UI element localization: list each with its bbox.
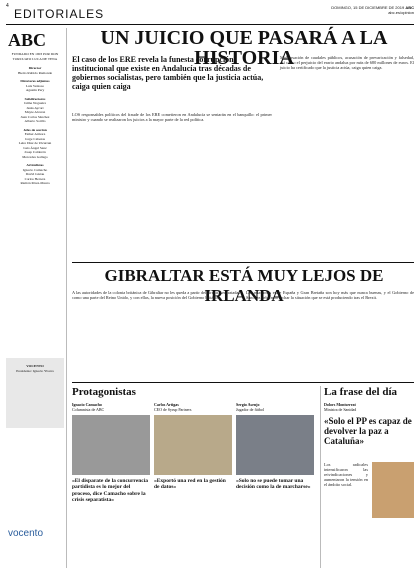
masthead-tagline: FUNDADO EN 1903 POR DON TORCUATO LUCA DE TENA — [11, 52, 59, 61]
protagonist-3-role: Jugador de fútbol — [236, 407, 264, 412]
protagonist-3-photo — [236, 415, 314, 475]
editorial-lead: LOS responsables políticos del fraude de los ERE cometieron en Andalucía se sentarán en el banquillo: el primer ministro y cuando se realizaron los juicios a la mayor parte de la red política. — [72, 112, 272, 122]
section-title: EDITORIALES — [14, 7, 105, 21]
header-site: abc.es/opinion — [388, 10, 414, 15]
staff-title: Director — [28, 66, 42, 70]
section-rule — [72, 262, 414, 263]
gibraltar-col-1: A las autoridades de la colonia británica de Gibraltar no les queda a partir del Brexit, ser tratadas como una parte del Reino Unido, y con ellas, la nueva posición del Gobierno británico. — [72, 290, 240, 300]
page-number: 4 — [6, 3, 9, 9]
staff-name: Juan Carlos Sánchez — [20, 114, 50, 119]
protagonist-3-quote: «Solo no se puede tomar una decisión como la de marcharse» — [236, 478, 311, 491]
protagonist-1-quote: «El disparate de la concurrencia partidista es lo mejor del proceso, dice Camacho sobre la crisis separatista» — [72, 478, 148, 504]
staff-name: David Gistau — [25, 172, 45, 176]
staff-name: Jesús Aycart — [26, 105, 44, 110]
staff-name: Luis Ventoso — [25, 83, 45, 88]
editorial-deck: El caso de los ERE revela la funesta corrupción institucional que existe en Andalucía tras décadas de gobiernos socialistas, pero también que la justicia actúa, caiga quien caiga — [72, 55, 264, 91]
vocento-box-title: VOCENTO — [26, 364, 44, 368]
header-paper: ABC — [405, 5, 414, 10]
protagonist-1-caption — [72, 402, 150, 412]
quote-of-day-photo — [372, 462, 414, 518]
protagonist-2-name: Carlos Artigas — [154, 402, 179, 407]
staff-title: Subdirectores — [24, 96, 46, 101]
section-rule — [72, 382, 414, 383]
staff-list — [6, 66, 64, 186]
editorial-headline-1: UN JUICIO QUE PASARÁ A LA HISTORIA — [100, 27, 388, 69]
staff-name: Josep Calderón — [24, 150, 46, 154]
protagonist-2-caption — [154, 402, 232, 412]
header-info — [331, 5, 414, 15]
quote-of-day-caption — [324, 402, 414, 412]
staff-title: Directores adjuntos — [20, 79, 50, 83]
protagonist-3-name: Sergio Asenjo — [236, 402, 260, 407]
protagonist-2-quote: «Exportó una red en la gestión de datos» — [154, 478, 226, 491]
staff-name: Ignacio Camacho — [22, 167, 48, 172]
staff-name: Leire Díaz de Ulzurrun — [18, 141, 52, 145]
staff-name: Agustín Pery — [25, 88, 45, 92]
protagonist-1-name: Ignacio Camacho — [72, 402, 102, 407]
quote-of-day-title: La frase del día — [324, 386, 398, 398]
quote-of-day-name: Dolors Montserrat — [324, 402, 356, 407]
protagonist-2-photo — [154, 415, 232, 475]
staff-name: Mayte Alcaraz — [24, 110, 46, 114]
editorial-col-right: Malversación de caudales públicos, acusación de prevaricación y falsedad, así como el perjuicio del erario andaluz por más de 680 millones de euros. El juicio ha certificado que la justicia actúa, caiga quien caiga. — [280, 55, 414, 70]
vocento-box — [6, 358, 64, 428]
header-date: DOMINGO, 15 DE DICIEMBRE DE 2019 — [331, 5, 405, 10]
protagonist-1-role: Columnista de ABC — [72, 407, 105, 412]
header-rule — [6, 24, 414, 25]
vocento-logo: vocento — [8, 528, 44, 539]
staff-name: Alberto Sotillo — [24, 119, 46, 123]
gibraltar-col-2: Las relaciones entre España y Gran Bretaña son hoy más que nunca buenas, y el Gobierno de Sánchez debe aprovechar la situación que se está produciendo tras el Brexit. — [246, 290, 414, 300]
protagonist-2-role: CEO de Syrup Partners — [154, 407, 192, 412]
staff-name: Carlos Herrera — [24, 176, 46, 181]
abc-logo: ABC — [8, 30, 47, 50]
staff-title: Jefes de sección — [23, 127, 47, 132]
staff-name: Luis Ángel Sanz — [23, 145, 47, 150]
vocento-box-text: Presidente: Ignacio Ybarra — [16, 368, 54, 373]
protagonist-1-photo — [72, 415, 150, 475]
editorial-headline-2: GIBRALTAR ESTÁ MUY LEJOS DE IRLANDA — [104, 266, 384, 305]
staff-name: Bieito Rubido Ramonde — [17, 70, 53, 75]
staff-name: Jorge Cabezas — [24, 136, 46, 141]
quote-of-day-text: Los radicales intensificaron las reivindicaciones y aumentaron la tensión en el ámbito social. — [324, 462, 368, 487]
staff-name: Esther Armora — [24, 132, 46, 136]
staff-name: Jaime Nogueira — [23, 101, 47, 105]
protagonist-3-caption — [236, 402, 314, 412]
quote-of-day-quote: «Solo el PP es capaz de devolver la paz a Cataluña» — [324, 416, 412, 446]
staff-name: Ramón Pérez-Maura — [20, 181, 50, 185]
staff-name: Mercedes Gallego — [22, 154, 48, 159]
masthead-sidebar — [6, 28, 67, 568]
column-divider — [320, 386, 321, 568]
staff-title: Articulistas — [26, 163, 44, 167]
quote-of-day-role: Ministra de Sanidad — [324, 407, 357, 412]
protagonists-title: Protagonistas — [72, 386, 136, 398]
